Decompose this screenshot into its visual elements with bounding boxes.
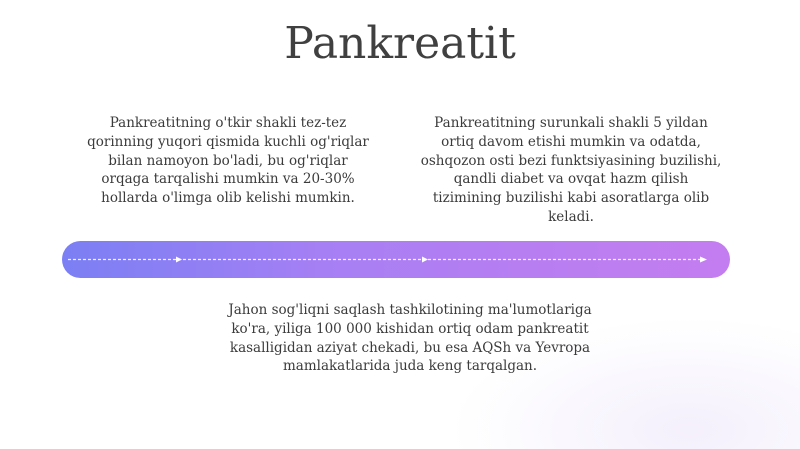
statistics-text: Jahon sog'liqni saqlash tashkilotining ma'lumotlariga ko'ra, yiliga 100 000 kishidan ortiq odam pankreatit kasalligidan aziyat chekadi, bu esa AQSh va Yevropa mamlakatlarida juda keng tarqalgan. (228, 302, 592, 375)
chronic-pancreatitis-text: Pankreatitning surunkali shakli 5 yildan ortiq davom etishi mumkin va odatda, oshqozon osti bezi funktsiyasining buzilishi, qandli diabet va ovqat hazm qilish tizimining buzilishi kabi asoratlarga olib keladi. (420, 115, 722, 225)
timeline-end-arrow-icon (700, 257, 707, 263)
slide-title: Pankreatit (284, 18, 516, 69)
timeline-arrow-icon (62, 241, 730, 278)
timeline-marker-icon (422, 257, 428, 263)
acute-pancreatitis-text: Pankreatitning o'tkir shakli tez-tez qorinning yuqori qismida kuchli og'riqlar bilan namoyon bo'ladi, bu og'riqlar orqaga tarqalishi mumkin va 20-30% hollarda o'limga olib kelishi mumkin. (87, 115, 369, 207)
timeline-marker-icon (176, 257, 182, 263)
